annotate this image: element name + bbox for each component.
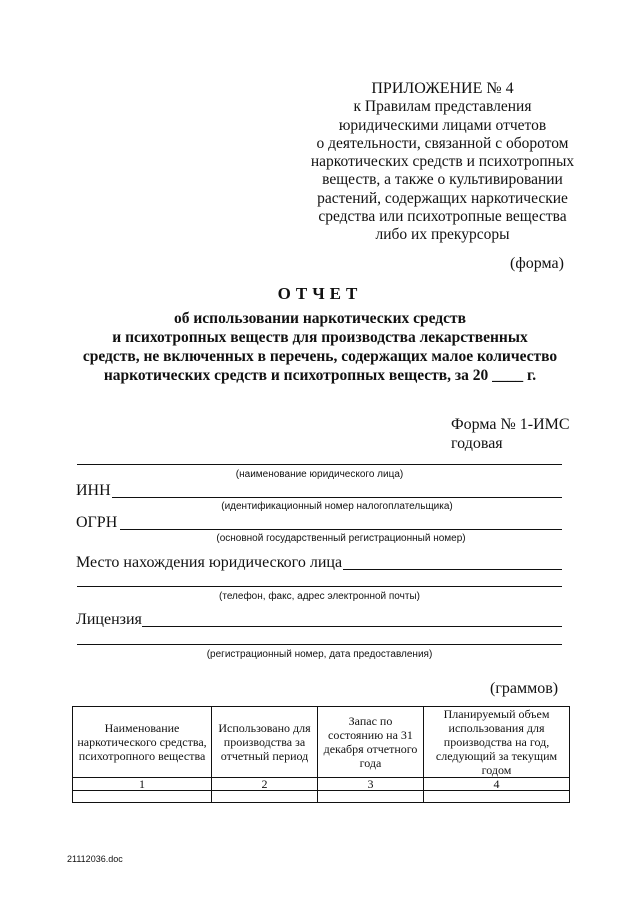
subtitle-line: средств, не включенных в перечень, содержащих малое количество <box>82 348 558 365</box>
table-header-row <box>73 707 570 778</box>
appendix-heading: ПРИЛОЖЕНИЕ № 4 <box>371 80 514 97</box>
table-row <box>73 791 570 803</box>
ogrn-label: ОГРН <box>76 514 118 531</box>
license-label: Лицензия <box>76 611 142 628</box>
subtitle-line: об использовании наркотических средств <box>173 310 467 327</box>
ogrn-caption: (основной государственный регистрационный номер) <box>216 533 466 544</box>
report-table <box>72 706 570 803</box>
column-number: 4 <box>424 778 570 791</box>
header-planned: Планируемый объем использования для производства на год, следующий за текущим годом <box>424 707 570 778</box>
document-subtitle <box>70 309 570 385</box>
appendix-line: растений, содержащих наркотические <box>317 189 568 207</box>
ogrn-line[interactable] <box>120 529 562 530</box>
appendix-block <box>300 80 585 245</box>
contacts-caption: (телефон, факс, адрес электронной почты) <box>219 591 420 602</box>
license-line[interactable] <box>142 626 562 627</box>
inn-caption: (идентификационный номер налогоплательщика) <box>221 501 453 512</box>
column-number: 1 <box>73 778 212 791</box>
header-used: Использовано для производства за отчетный период <box>212 707 318 778</box>
license-details-line[interactable] <box>77 644 562 645</box>
form-number-code: Форма № 1-ИМС <box>451 416 570 433</box>
appendix-line: веществ, а также о культивировании <box>322 171 563 189</box>
form-label: (форма) <box>510 255 564 272</box>
location-line[interactable] <box>343 569 562 570</box>
inn-label: ИНН <box>76 482 111 499</box>
form-number-period: годовая <box>451 435 503 452</box>
license-caption: (регистрационный номер, дата предоставления) <box>206 649 433 660</box>
location-label: Место нахождения юридического лица <box>76 554 343 571</box>
appendix-line: к Правилам представления <box>353 98 532 116</box>
file-name-footer: 21112036.doc <box>67 854 123 864</box>
table-cell[interactable] <box>318 791 424 803</box>
subtitle-line: наркотических средств и психотропных веществ, за 20 ____ г. <box>103 367 537 384</box>
contacts-line[interactable] <box>77 586 562 587</box>
table-cell[interactable] <box>212 791 318 803</box>
form-number <box>451 415 570 453</box>
units-label: (граммов) <box>490 680 559 697</box>
appendix-line: юридическими лицами отчетов <box>338 116 547 134</box>
table-cell[interactable] <box>424 791 570 803</box>
legal-name-caption: (наименование юридического лица) <box>235 469 404 480</box>
column-number: 2 <box>212 778 318 791</box>
legal-name-line[interactable] <box>77 464 562 465</box>
table-cell[interactable] <box>73 791 212 803</box>
inn-line[interactable] <box>112 497 562 498</box>
appendix-line: средства или психотропные вещества <box>318 208 567 226</box>
appendix-line: наркотических средств и психотропных <box>310 153 575 171</box>
appendix-line: о деятельности, связанной с оборотом <box>316 134 569 152</box>
header-stock: Запас по состоянию на 31 декабря отчетного года <box>318 707 424 778</box>
appendix-line: либо их прекурсоры <box>375 226 510 244</box>
column-number: 3 <box>318 778 424 791</box>
subtitle-line: и психотропных веществ для производства лекарственных <box>112 329 528 346</box>
table-number-row <box>73 778 570 791</box>
header-substance: Наименование наркотического средства, психотропного вещества <box>73 707 212 778</box>
document-title: ОТЧЕТ <box>277 284 363 303</box>
